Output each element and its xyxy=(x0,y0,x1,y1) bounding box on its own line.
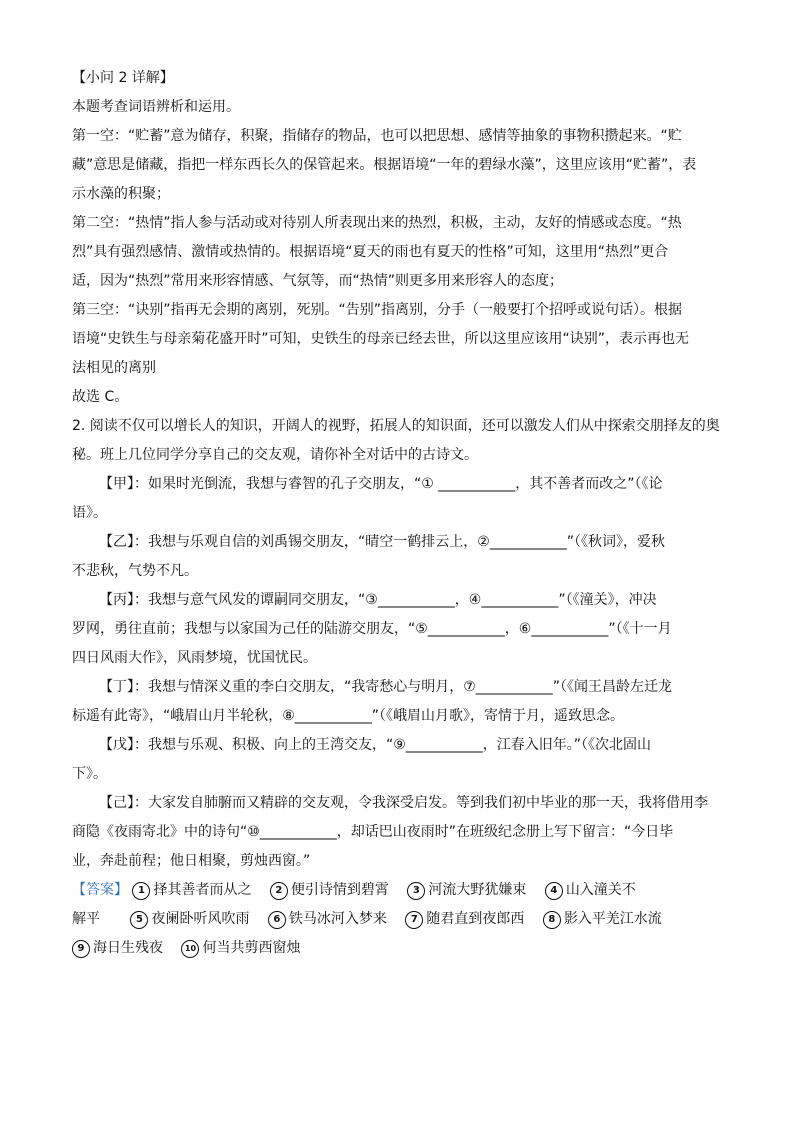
dialogue-line: 【丙】：我想与意气风发的谭嗣同交朋友，“③___________，④___________”（《潼关》，冲决 xyxy=(99,592,657,608)
number-badge-icon: 1 xyxy=(132,882,150,900)
text-line: 第二空：“热情”指人参与活动或对待别人所表现出来的热烈，积极，主动，友好的情感或态度。“热 xyxy=(72,215,682,231)
dialogue-line: 下》。 xyxy=(72,766,107,782)
dialogue-line: 四日风雨大作》，风雨梦境，忧国忧民。 xyxy=(72,650,317,666)
text-line: 烈”具有强烈感情、激情或热情的。根据语境“夏天的雨也有夏天的性格”可知，这里用“热烈”更合 xyxy=(72,244,669,260)
question-text: 秘。班上几位同学分享自己的交友观，请你补全对话中的古诗文。 xyxy=(72,447,478,463)
number-badge-icon: 7 xyxy=(405,911,423,929)
dialogue-line: 【乙】：我想与乐观自信的刘禹锡交朋友，“晴空一鹤排云上，②___________”（《秋词》，爱秋 xyxy=(99,534,666,550)
text-line: 适，因为“热烈”常用来形容情感、气氛等，而“热情”则更多用来形容人的态度； xyxy=(72,273,564,289)
answer-item: 8 影入平羌江水流 xyxy=(543,905,662,934)
text-line: 第三空：“诀别”指再无会期的离别，死别。“告别”指离别，分手（一般要打个招呼或说句话）。根据 xyxy=(72,302,683,318)
answer-line-1 xyxy=(72,876,722,905)
dialogue-line: 商隐《夜雨寄北》中的诗句“⑩___________，却话巴山夜雨时”在班级纪念册上写下留言：“今日毕 xyxy=(72,824,674,840)
answer-item: 3 河流大野犹嫌束 xyxy=(407,876,526,905)
section-heading: 【小问 2 详解】 xyxy=(72,70,174,86)
answer-item: 4 山入潼关不 xyxy=(545,876,636,905)
dialogue-line: 【己】：大家发自肺腑而又精辟的交友观，令我深受启发。等到我们初中毕业的那一天，我将借用李 xyxy=(99,795,708,811)
dialogue-line: 标遥有此寄》，“峨眉山月半轮秋，⑧___________”（《峨眉山月歌》，寄情于月，遥致思念。 xyxy=(72,708,625,724)
question-text: 2. 阅读不仅可以增长人的知识，开阔人的视野，拓展人的知识面，还可以激发人们从中探索交朋择友的奥 xyxy=(72,418,720,434)
answer-item: 7 随君直到夜郎西 xyxy=(405,905,524,934)
dialogue-line: 语》。 xyxy=(72,505,107,521)
document-page xyxy=(72,64,722,963)
number-badge-icon: 9 xyxy=(72,940,90,958)
text-line: 法相见的离别 xyxy=(72,360,156,376)
dialogue-line: 【戊】：我想与乐观、积极、向上的王湾交友，“⑨___________，江春入旧年。”（《次北固山 xyxy=(99,737,652,753)
dialogue-line: 【丁】：我想与情深义重的李白交朋友，“我寄愁心与明月，⑦___________”（《闻王昌龄左迁龙 xyxy=(99,679,673,695)
answer-item: 1 择其善者而从之 xyxy=(132,876,251,905)
text-line: 语境“史铁生与母亲菊花盛开时”可知，史铁生的母亲已经去世，所以这里应该用“诀别”，表示再也无 xyxy=(72,331,690,347)
number-badge-icon: 8 xyxy=(543,911,561,929)
number-badge-icon: 2 xyxy=(270,882,288,900)
number-badge-icon: 10 xyxy=(181,940,199,958)
number-badge-icon: 4 xyxy=(545,882,563,900)
number-badge-icon: 3 xyxy=(407,882,425,900)
dialogue-line: 不悲秋，气势不凡。 xyxy=(72,563,198,579)
text-line: 示水藻的积聚； xyxy=(72,186,170,202)
dialogue-line: 罗网，勇往直前；我想与以家国为己任的陆游交朋友，“⑤___________，⑥___________”（《十一月 xyxy=(72,621,672,637)
answer-tag: 【答案】 xyxy=(72,882,128,898)
answer-item: 6 铁马冰河入梦来 xyxy=(268,905,387,934)
dialogue-line: 业，奔赴前程；他日相聚，剪烛西窗。” xyxy=(72,853,311,869)
text-line: 本题考查词语辨析和运用。 xyxy=(72,99,240,115)
answer-continuation: 解平 xyxy=(72,911,100,927)
answer-item: 2 便引诗情到碧霄 xyxy=(270,876,389,905)
text-line: 第一空：“贮蓄”意为储存，积聚，指储存的物品，也可以把思想、感情等抽象的事物积攒起来。“贮 xyxy=(72,128,682,144)
answer-item: 9 海日生残夜 xyxy=(72,934,163,963)
answer-line-3 xyxy=(72,934,722,963)
answer-item: 10 何当共剪西窗烛 xyxy=(181,934,300,963)
dialogue-line: 【甲】：如果时光倒流，我想与睿智的孔子交朋友，“① ___________，其不善者而改之”（《论 xyxy=(99,476,663,492)
text-line: 故选 C。 xyxy=(72,389,129,405)
text-line: 藏”意思是储藏，指把一样东西长久的保管起来。根据语境“一年的碧绿水藻”，这里应该用“贮蓄”，表 xyxy=(72,157,697,173)
answer-line-2 xyxy=(72,905,722,934)
answer-item: 5 夜阑卧听风吹雨 xyxy=(130,905,249,934)
number-badge-icon: 5 xyxy=(130,911,148,929)
number-badge-icon: 6 xyxy=(268,911,286,929)
